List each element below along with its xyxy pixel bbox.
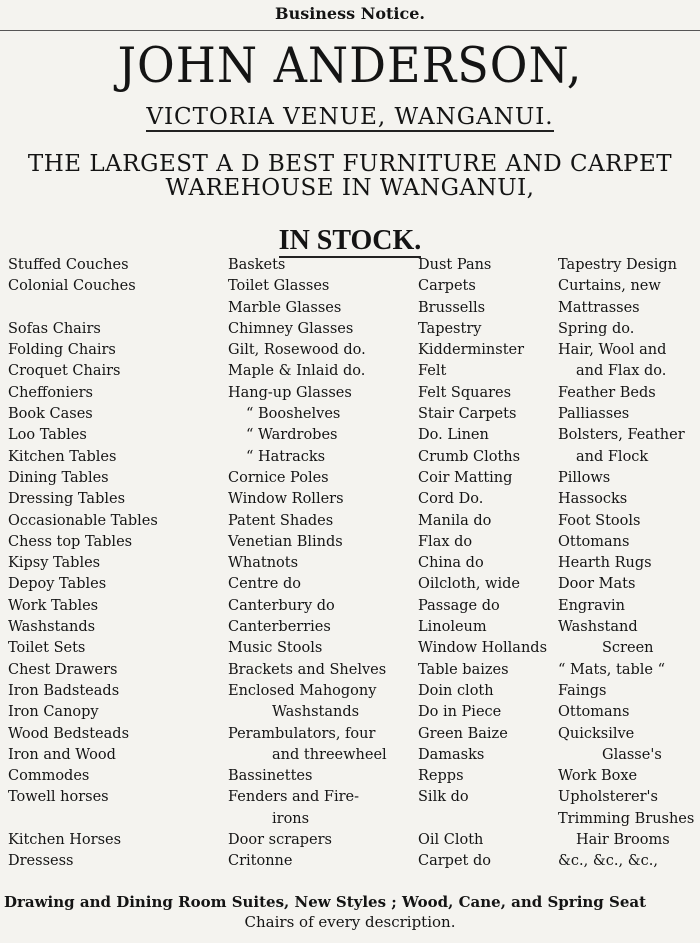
- stock-item: Table baizes: [418, 661, 509, 678]
- stock-item: Croquet Chairs: [8, 363, 121, 380]
- stock-column-2: [228, 255, 416, 873]
- stock-item: Hang-up Glasses: [228, 384, 352, 401]
- stock-item: Brussells: [418, 299, 486, 316]
- stock-item: Passage do: [418, 597, 500, 614]
- stock-item: Washstands: [8, 619, 96, 636]
- stock-item: Maple & Inlaid do.: [228, 363, 366, 380]
- stock-item: Repps: [418, 768, 464, 785]
- stock-item: Dining Tables: [8, 469, 109, 486]
- stock-item: Gilt, Rosewood do.: [228, 342, 366, 359]
- stock-item: and threewheel: [272, 746, 387, 763]
- stock-item: Dressess: [8, 853, 74, 870]
- stock-item: Brackets and Shelves: [228, 661, 387, 678]
- stock-item: Commodes: [8, 768, 90, 785]
- stock-item: irons: [272, 810, 310, 827]
- stock-heading-text: IN STOCK.: [278, 225, 422, 256]
- stock-item: Chest Drawers: [8, 661, 118, 678]
- stock-item: Sofas Chairs: [8, 320, 101, 337]
- stock-item: Linoleum: [418, 619, 487, 636]
- stock-item: Canterberries: [228, 619, 331, 636]
- stock-item: Oil Cloth: [418, 832, 484, 849]
- stock-item: Tapestry Design: [558, 257, 677, 273]
- stock-item: Silk do: [418, 789, 469, 806]
- headline-line-1: THE LARGEST A D BEST FURNITURE AND CARPET: [27, 151, 673, 177]
- stock-item: Glasse's: [602, 746, 662, 763]
- stock-item: Toilet Sets: [8, 640, 86, 657]
- stock-item: Folding Chairs: [8, 342, 116, 359]
- stock-item: Cheffoniers: [8, 384, 93, 401]
- stock-item: Kitchen Horses: [8, 832, 122, 849]
- stock-item: Occasionable Tables: [8, 512, 158, 529]
- stock-item: Do. Linen: [418, 427, 489, 444]
- stock-item: Kipsy Tables: [8, 555, 101, 572]
- stock-item: and Flax do.: [576, 363, 667, 380]
- stock-item: Whatnots: [228, 555, 299, 572]
- stock-column-3: [418, 255, 560, 873]
- stock-item: Hassocks: [558, 491, 628, 508]
- stock-item: Carpets: [418, 278, 476, 295]
- stock-item: [418, 809, 560, 830]
- stock-item: “ Mats, table “: [558, 661, 665, 678]
- stock-item: Oilcloth, wide: [418, 576, 520, 593]
- stock-item: Iron Canopy: [8, 704, 99, 721]
- stock-item: Cord Do.: [418, 491, 484, 508]
- stock-item: Quicksilve: [558, 725, 635, 742]
- stock-item: Felt Squares: [418, 384, 512, 401]
- address-text: VICTORIA VENUE, WANGANUI.: [146, 104, 554, 130]
- stock-item: Hair Brooms: [576, 832, 670, 849]
- merchant-address: [0, 104, 700, 130]
- stock-item: Doin cloth: [418, 682, 494, 699]
- stock-item: Curtains, new: [558, 278, 661, 295]
- stock-item: Washstand: [558, 619, 638, 636]
- stock-item: Bassinettes: [228, 768, 313, 785]
- business-notice-label: Business Notice.: [275, 4, 425, 23]
- stock-item: Window Rollers: [228, 491, 344, 508]
- stock-item: [8, 298, 226, 319]
- stock-item: Cornice Poles: [228, 469, 329, 486]
- stock-item: Critonne: [228, 853, 293, 870]
- stock-item: Washstands: [272, 704, 360, 721]
- headline-line-2: WAREHOUSE IN WANGANUI,: [165, 175, 535, 201]
- stock-item: Upholsterer's: [558, 789, 658, 806]
- stock-item: Canterbury do: [228, 597, 335, 614]
- stock-item: Wood Bedsteads: [8, 725, 130, 742]
- stock-item: Kitchen Tables: [8, 448, 117, 465]
- stock-item: Enclosed Mahogony: [228, 682, 377, 699]
- stock-item: Patent Shades: [228, 512, 334, 529]
- stock-item: Tapestry: [418, 320, 482, 337]
- footer-line-2: Chairs of every description.: [244, 913, 456, 931]
- stock-item: Palliasses: [558, 406, 630, 423]
- stock-item: Loo Tables: [8, 427, 87, 444]
- stock-item: &c., &c., &c.,: [558, 853, 658, 870]
- stock-item: Damasks: [418, 746, 485, 763]
- stock-item: Stuffed Couches: [8, 257, 129, 273]
- stock-item: Do in Piece: [418, 704, 502, 721]
- stock-item: “ Booshelves: [246, 406, 341, 423]
- stock-item: Kidderminster: [418, 342, 525, 359]
- stock-item: Fenders and Fire-: [228, 789, 360, 806]
- stock-item: Faings: [558, 682, 607, 699]
- stock-item: Chimney Glasses: [228, 320, 354, 337]
- stock-heading: [0, 225, 700, 257]
- stock-item: and Flock: [576, 448, 649, 465]
- stock-item: Felt: [418, 363, 447, 380]
- stock-item: Coir Matting: [418, 469, 513, 486]
- stock-item: Stair Carpets: [418, 406, 517, 423]
- stock-item: Spring do.: [558, 320, 635, 337]
- stock-item: Bolsters, Feather: [558, 427, 685, 444]
- stock-item: Hair, Wool and: [558, 342, 667, 359]
- headline: [0, 152, 700, 200]
- stock-item: Toilet Glasses: [228, 278, 330, 295]
- stock-item: Trimming Brushes: [558, 810, 695, 827]
- stock-item: Colonial Couches: [8, 278, 136, 295]
- stock-item: Carpet do: [418, 853, 491, 870]
- stock-item: Venetian Blinds: [228, 533, 343, 550]
- stock-item: Work Tables: [8, 597, 99, 614]
- stock-item: Window Hollands: [418, 640, 548, 657]
- merchant-name: JOHN ANDERSON,: [117, 36, 583, 94]
- stock-item: Ottomans: [558, 533, 630, 550]
- stock-item: Screen: [602, 640, 654, 657]
- stock-item: Dust Pans: [418, 257, 492, 273]
- stock-item: Foot Stools: [558, 512, 641, 529]
- stock-item: China do: [418, 555, 484, 572]
- stock-item: Iron Badsteads: [8, 682, 120, 699]
- stock-item: Depoy Tables: [8, 576, 107, 593]
- footer-line-1: Drawing and Dining Room Suites, New Styles ; Wood, Cane, and Spring Seat: [4, 893, 647, 911]
- stock-column-1: [8, 255, 226, 873]
- stock-item: Pillows: [558, 469, 611, 486]
- stock-item: Iron and Wood: [8, 746, 116, 763]
- stock-item: Green Baize: [418, 725, 508, 742]
- stock-item: Hearth Rugs: [558, 555, 652, 572]
- stock-item: Dressing Tables: [8, 491, 126, 508]
- stock-item: Feather Beds: [558, 384, 656, 401]
- stock-item: Book Cases: [8, 406, 93, 423]
- stock-item: “ Wardrobes: [246, 427, 338, 444]
- top-rule: [0, 30, 700, 31]
- stock-item: Perambulators, four: [228, 725, 376, 742]
- stock-item: Baskets: [228, 257, 286, 273]
- stock-item: [8, 809, 226, 830]
- stock-item: Centre do: [228, 576, 301, 593]
- stock-item: Chess top Tables: [8, 533, 133, 550]
- stock-item: Crumb Cloths: [418, 448, 521, 465]
- stock-item: Door Mats: [558, 576, 636, 593]
- stock-item: “ Hatracks: [246, 448, 326, 465]
- stock-item: Engravin: [558, 597, 625, 614]
- stock-item: Work Boxe: [558, 768, 638, 785]
- stock-column-4: [558, 255, 700, 873]
- stock-item: Marble Glasses: [228, 299, 342, 316]
- stock-item: Flax do: [418, 533, 473, 550]
- stock-item: Music Stools: [228, 640, 323, 657]
- stock-item: Towell horses: [8, 789, 109, 806]
- stock-item: Manila do: [418, 512, 492, 529]
- stock-item: Mattrasses: [558, 299, 640, 316]
- stock-item: Ottomans: [558, 704, 630, 721]
- stock-item: Door scrapers: [228, 832, 332, 849]
